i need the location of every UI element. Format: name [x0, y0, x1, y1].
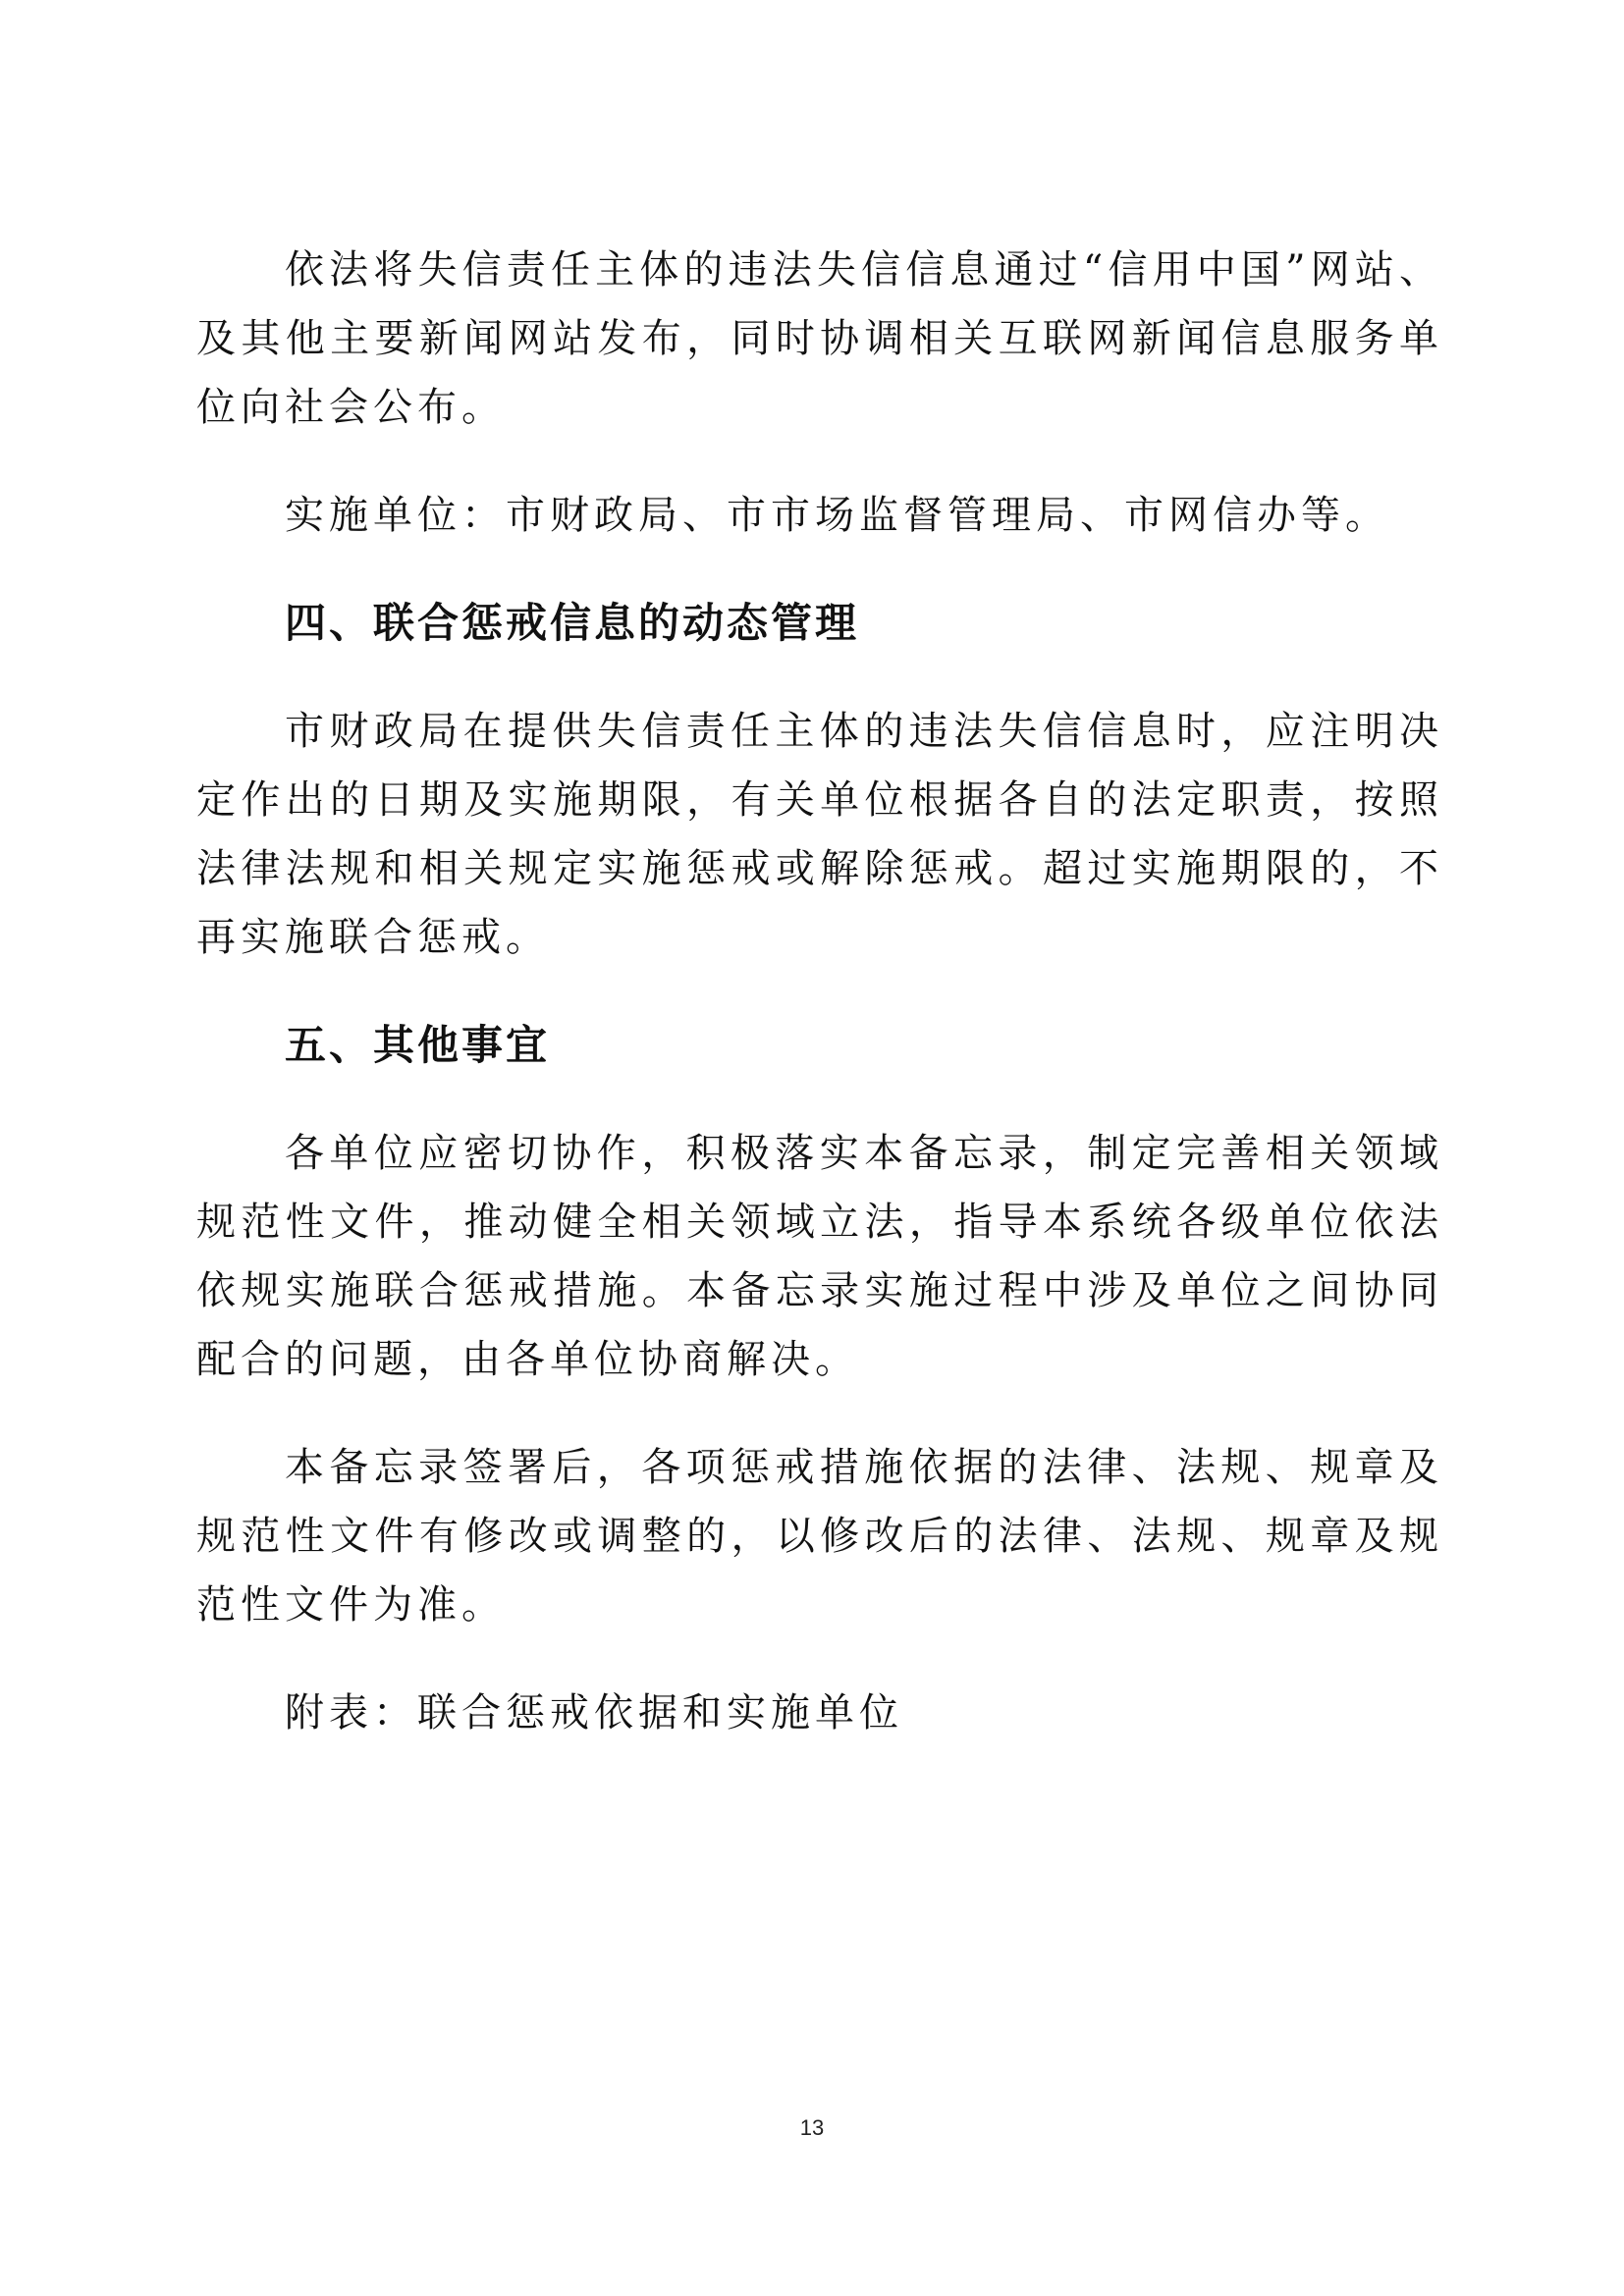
page-number: 13 — [799, 2115, 825, 2140]
paragraph-dynamic-management: 市财政局在提供失信责任主体的违法失信信息时，应注明决定作出的日期及实施期限，有关单位根据各自的法定职责，按照法律法规和相关规定实施惩戒或解除惩戒。超过实施期限的，不再实施联合惩戒。 — [196, 709, 1443, 960]
paragraph-attachment: 附表：联合惩戒依据和实施单位 — [285, 1690, 903, 1735]
paragraph-revision-rule: 本备忘录签署后，各项惩戒措施依据的法律、法规、规章及规范性文件有修改或调整的，以修改后的法律、法规、规章及规范性文件为准。 — [196, 1445, 1443, 1628]
section-heading-dynamic-management: 四、联合惩戒信息的动态管理 — [285, 599, 860, 647]
paragraph-implementing-units: 实施单位：市财政局、市市场监督管理局、市网信办等。 — [285, 493, 1389, 538]
document-body — [196, 236, 1443, 1787]
paragraph-cooperation: 各单位应密切协作，积极落实本备忘录，制定完善相关领域规范性文件，推动健全相关领域立法，指导本系统各级单位依法依规实施联合惩戒措施。本备忘录实施过程中涉及单位之间协同配合的问题，由各单位协商解决。 — [196, 1131, 1443, 1382]
section-heading-other-matters: 五、其他事宜 — [285, 1021, 551, 1069]
paragraph-publish-info: 依法将失信责任主体的违法失信信息通过“信用中国”网站、及其他主要新闻网站发布，同时协调相关互联网新闻信息服务单位向社会公布。 — [196, 247, 1443, 430]
